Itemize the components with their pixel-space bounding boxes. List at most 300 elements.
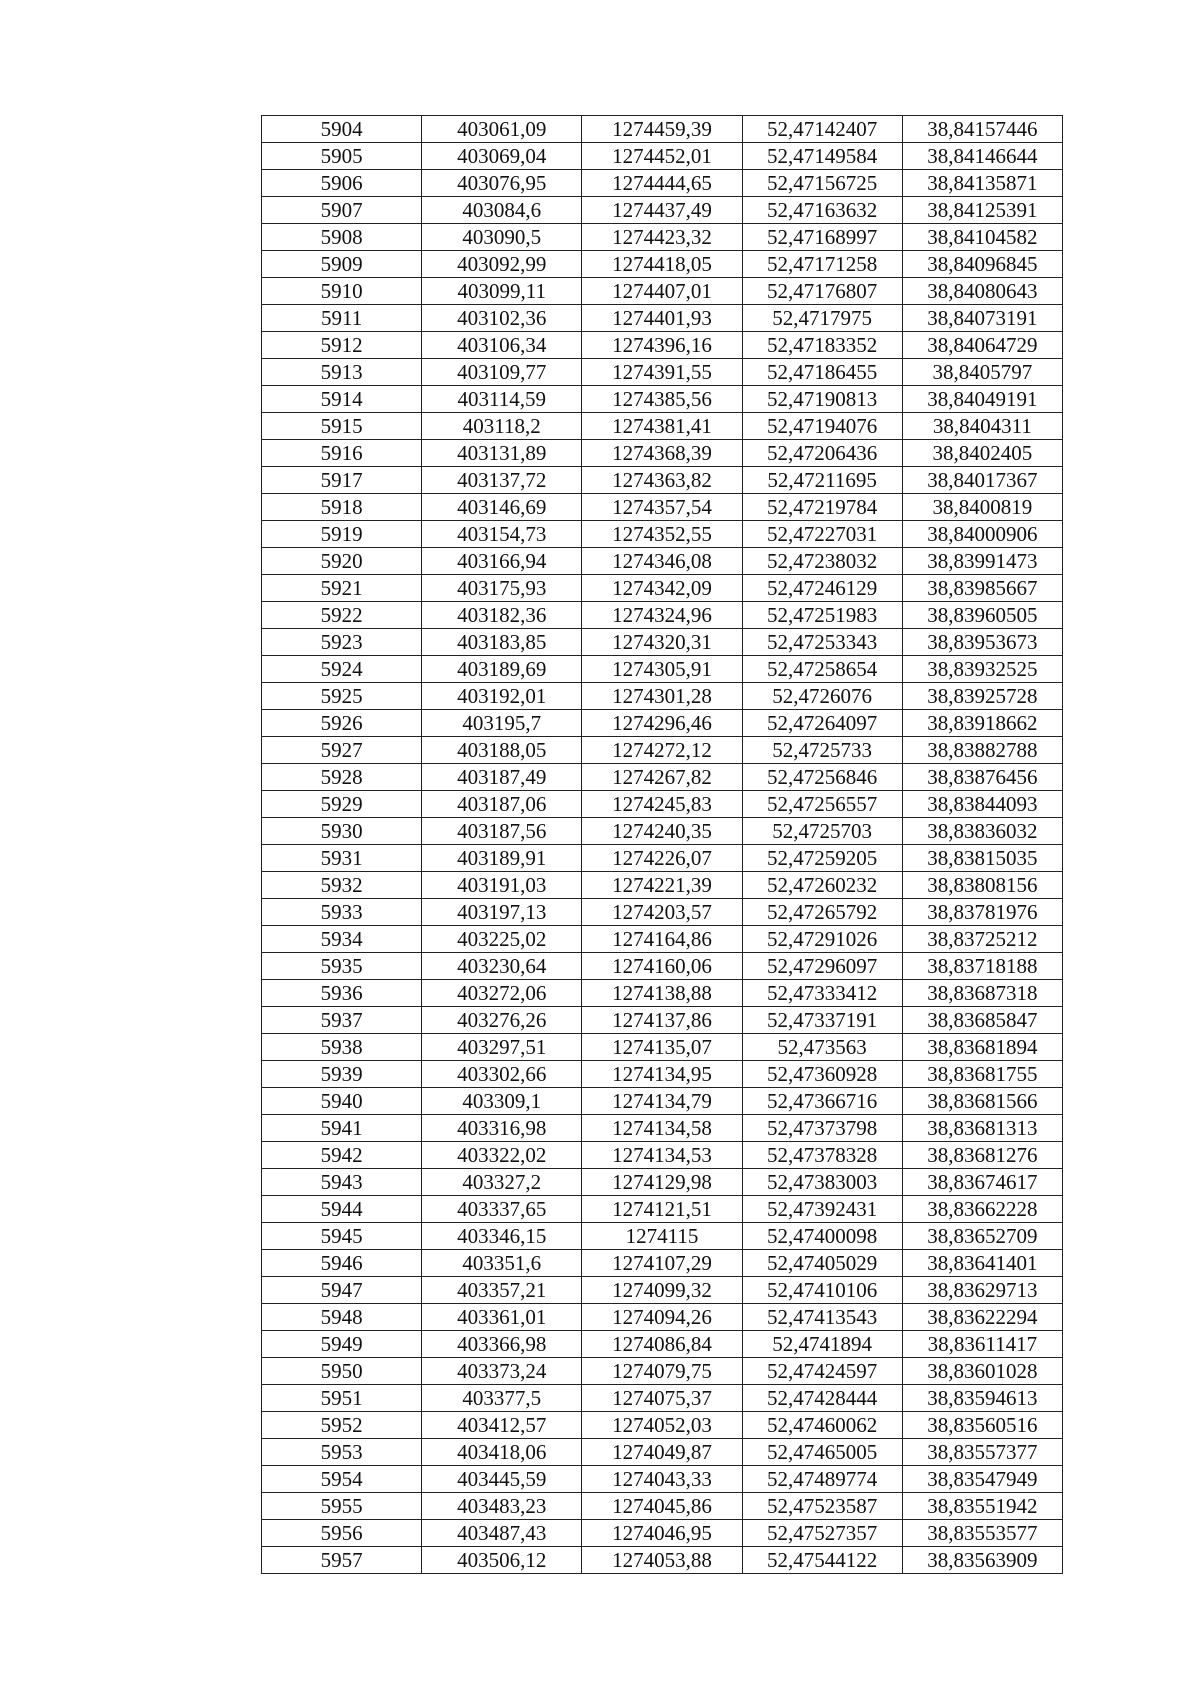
- longitude-cell: 38,83553577: [902, 1520, 1062, 1547]
- x-coordinate-cell: 403187,49: [422, 764, 582, 791]
- longitude-cell: 38,83560516: [902, 1412, 1062, 1439]
- y-coordinate-cell: 1274137,86: [582, 1007, 742, 1034]
- y-coordinate-cell: 1274418,05: [582, 251, 742, 278]
- point-number-cell: 5940: [262, 1088, 422, 1115]
- x-coordinate-cell: 403189,91: [422, 845, 582, 872]
- table-row: [262, 1250, 1063, 1277]
- longitude-cell: 38,83629713: [902, 1277, 1062, 1304]
- x-coordinate-cell: 403175,93: [422, 575, 582, 602]
- point-number-cell: 5921: [262, 575, 422, 602]
- longitude-cell: 38,83725212: [902, 926, 1062, 953]
- y-coordinate-cell: 1274121,51: [582, 1196, 742, 1223]
- y-coordinate-cell: 1274160,06: [582, 953, 742, 980]
- table-row: [262, 359, 1063, 386]
- latitude-cell: 52,47265792: [742, 899, 902, 926]
- x-coordinate-cell: 403276,26: [422, 1007, 582, 1034]
- latitude-cell: 52,47400098: [742, 1223, 902, 1250]
- latitude-cell: 52,47291026: [742, 926, 902, 953]
- longitude-cell: 38,84146644: [902, 143, 1062, 170]
- longitude-cell: 38,83985667: [902, 575, 1062, 602]
- table-row: [262, 1115, 1063, 1142]
- y-coordinate-cell: 1274115: [582, 1223, 742, 1250]
- latitude-cell: 52,47183352: [742, 332, 902, 359]
- y-coordinate-cell: 1274342,09: [582, 575, 742, 602]
- x-coordinate-cell: 403090,5: [422, 224, 582, 251]
- point-number-cell: 5914: [262, 386, 422, 413]
- y-coordinate-cell: 1274043,33: [582, 1466, 742, 1493]
- point-number-cell: 5916: [262, 440, 422, 467]
- y-coordinate-cell: 1274134,79: [582, 1088, 742, 1115]
- x-coordinate-cell: 403297,51: [422, 1034, 582, 1061]
- x-coordinate-cell: 403506,12: [422, 1547, 582, 1574]
- point-number-cell: 5922: [262, 602, 422, 629]
- x-coordinate-cell: 403272,06: [422, 980, 582, 1007]
- table-row: [262, 575, 1063, 602]
- longitude-cell: 38,83953673: [902, 629, 1062, 656]
- latitude-cell: 52,47465005: [742, 1439, 902, 1466]
- latitude-cell: 52,4726076: [742, 683, 902, 710]
- x-coordinate-cell: 403377,5: [422, 1385, 582, 1412]
- table-row: [262, 1088, 1063, 1115]
- y-coordinate-cell: 1274296,46: [582, 710, 742, 737]
- latitude-cell: 52,47523587: [742, 1493, 902, 1520]
- latitude-cell: 52,47251983: [742, 602, 902, 629]
- y-coordinate-cell: 1274324,96: [582, 602, 742, 629]
- latitude-cell: 52,4741894: [742, 1331, 902, 1358]
- x-coordinate-cell: 403192,01: [422, 683, 582, 710]
- longitude-cell: 38,84125391: [902, 197, 1062, 224]
- point-number-cell: 5930: [262, 818, 422, 845]
- table-row: [262, 872, 1063, 899]
- x-coordinate-cell: 403309,1: [422, 1088, 582, 1115]
- longitude-cell: 38,83641401: [902, 1250, 1062, 1277]
- table-row: [262, 1223, 1063, 1250]
- x-coordinate-cell: 403483,23: [422, 1493, 582, 1520]
- latitude-cell: 52,47149584: [742, 143, 902, 170]
- latitude-cell: 52,47194076: [742, 413, 902, 440]
- y-coordinate-cell: 1274267,82: [582, 764, 742, 791]
- longitude-cell: 38,83808156: [902, 872, 1062, 899]
- point-number-cell: 5925: [262, 683, 422, 710]
- y-coordinate-cell: 1274352,55: [582, 521, 742, 548]
- table-row: [262, 197, 1063, 224]
- table-row: [262, 305, 1063, 332]
- y-coordinate-cell: 1274305,91: [582, 656, 742, 683]
- latitude-cell: 52,47142407: [742, 116, 902, 143]
- table-row: [262, 629, 1063, 656]
- y-coordinate-cell: 1274240,35: [582, 818, 742, 845]
- point-number-cell: 5929: [262, 791, 422, 818]
- longitude-cell: 38,83652709: [902, 1223, 1062, 1250]
- x-coordinate-cell: 403346,15: [422, 1223, 582, 1250]
- point-number-cell: 5924: [262, 656, 422, 683]
- latitude-cell: 52,47527357: [742, 1520, 902, 1547]
- latitude-cell: 52,47489774: [742, 1466, 902, 1493]
- latitude-cell: 52,47211695: [742, 467, 902, 494]
- x-coordinate-cell: 403412,57: [422, 1412, 582, 1439]
- longitude-cell: 38,83681276: [902, 1142, 1062, 1169]
- latitude-cell: 52,47366716: [742, 1088, 902, 1115]
- y-coordinate-cell: 1274221,39: [582, 872, 742, 899]
- latitude-cell: 52,47424597: [742, 1358, 902, 1385]
- point-number-cell: 5943: [262, 1169, 422, 1196]
- latitude-cell: 52,47360928: [742, 1061, 902, 1088]
- point-number-cell: 5937: [262, 1007, 422, 1034]
- longitude-cell: 38,84080643: [902, 278, 1062, 305]
- point-number-cell: 5945: [262, 1223, 422, 1250]
- point-number-cell: 5938: [262, 1034, 422, 1061]
- point-number-cell: 5906: [262, 170, 422, 197]
- table-row: [262, 1331, 1063, 1358]
- coordinate-table-body: [262, 116, 1063, 1574]
- y-coordinate-cell: 1274046,95: [582, 1520, 742, 1547]
- x-coordinate-cell: 403302,66: [422, 1061, 582, 1088]
- y-coordinate-cell: 1274134,58: [582, 1115, 742, 1142]
- x-coordinate-cell: 403445,59: [422, 1466, 582, 1493]
- latitude-cell: 52,47264097: [742, 710, 902, 737]
- point-number-cell: 5954: [262, 1466, 422, 1493]
- point-number-cell: 5956: [262, 1520, 422, 1547]
- table-row: [262, 1304, 1063, 1331]
- latitude-cell: 52,47256846: [742, 764, 902, 791]
- table-row: [262, 926, 1063, 953]
- x-coordinate-cell: 403361,01: [422, 1304, 582, 1331]
- x-coordinate-cell: 403106,34: [422, 332, 582, 359]
- point-number-cell: 5953: [262, 1439, 422, 1466]
- y-coordinate-cell: 1274301,28: [582, 683, 742, 710]
- x-coordinate-cell: 403327,2: [422, 1169, 582, 1196]
- longitude-cell: 38,83551942: [902, 1493, 1062, 1520]
- point-number-cell: 5952: [262, 1412, 422, 1439]
- latitude-cell: 52,47259205: [742, 845, 902, 872]
- latitude-cell: 52,47238032: [742, 548, 902, 575]
- x-coordinate-cell: 403418,06: [422, 1439, 582, 1466]
- point-number-cell: 5905: [262, 143, 422, 170]
- point-number-cell: 5923: [262, 629, 422, 656]
- table-row: [262, 1358, 1063, 1385]
- y-coordinate-cell: 1274203,57: [582, 899, 742, 926]
- latitude-cell: 52,4725703: [742, 818, 902, 845]
- point-number-cell: 5928: [262, 764, 422, 791]
- table-row: [262, 1385, 1063, 1412]
- table-row: [262, 656, 1063, 683]
- x-coordinate-cell: 403373,24: [422, 1358, 582, 1385]
- x-coordinate-cell: 403187,06: [422, 791, 582, 818]
- point-number-cell: 5926: [262, 710, 422, 737]
- table-row: [262, 521, 1063, 548]
- longitude-cell: 38,83815035: [902, 845, 1062, 872]
- y-coordinate-cell: 1274245,83: [582, 791, 742, 818]
- table-row: [262, 1061, 1063, 1088]
- y-coordinate-cell: 1274407,01: [582, 278, 742, 305]
- point-number-cell: 5912: [262, 332, 422, 359]
- y-coordinate-cell: 1274320,31: [582, 629, 742, 656]
- x-coordinate-cell: 403188,05: [422, 737, 582, 764]
- point-number-cell: 5909: [262, 251, 422, 278]
- longitude-cell: 38,83685847: [902, 1007, 1062, 1034]
- x-coordinate-cell: 403183,85: [422, 629, 582, 656]
- longitude-cell: 38,83674617: [902, 1169, 1062, 1196]
- latitude-cell: 52,47428444: [742, 1385, 902, 1412]
- longitude-cell: 38,83882788: [902, 737, 1062, 764]
- y-coordinate-cell: 1274134,53: [582, 1142, 742, 1169]
- x-coordinate-cell: 403061,09: [422, 116, 582, 143]
- latitude-cell: 52,47373798: [742, 1115, 902, 1142]
- latitude-cell: 52,47333412: [742, 980, 902, 1007]
- x-coordinate-cell: 403191,03: [422, 872, 582, 899]
- latitude-cell: 52,47186455: [742, 359, 902, 386]
- latitude-cell: 52,47544122: [742, 1547, 902, 1574]
- table-row: [262, 278, 1063, 305]
- point-number-cell: 5936: [262, 980, 422, 1007]
- longitude-cell: 38,84135871: [902, 170, 1062, 197]
- y-coordinate-cell: 1274346,08: [582, 548, 742, 575]
- x-coordinate-cell: 403197,13: [422, 899, 582, 926]
- latitude-cell: 52,47176807: [742, 278, 902, 305]
- y-coordinate-cell: 1274135,07: [582, 1034, 742, 1061]
- y-coordinate-cell: 1274079,75: [582, 1358, 742, 1385]
- x-coordinate-cell: 403099,11: [422, 278, 582, 305]
- longitude-cell: 38,83622294: [902, 1304, 1062, 1331]
- point-number-cell: 5944: [262, 1196, 422, 1223]
- longitude-cell: 38,83601028: [902, 1358, 1062, 1385]
- x-coordinate-cell: 403092,99: [422, 251, 582, 278]
- latitude-cell: 52,47383003: [742, 1169, 902, 1196]
- table-row: [262, 980, 1063, 1007]
- y-coordinate-cell: 1274401,93: [582, 305, 742, 332]
- x-coordinate-cell: 403076,95: [422, 170, 582, 197]
- longitude-cell: 38,83918662: [902, 710, 1062, 737]
- longitude-cell: 38,84017367: [902, 467, 1062, 494]
- table-row: [262, 440, 1063, 467]
- table-row: [262, 332, 1063, 359]
- longitude-cell: 38,83662228: [902, 1196, 1062, 1223]
- x-coordinate-cell: 403189,69: [422, 656, 582, 683]
- latitude-cell: 52,473563: [742, 1034, 902, 1061]
- table-row: [262, 413, 1063, 440]
- table-row: [262, 224, 1063, 251]
- table-row: [262, 170, 1063, 197]
- table-row: [262, 845, 1063, 872]
- y-coordinate-cell: 1274391,55: [582, 359, 742, 386]
- longitude-cell: 38,83876456: [902, 764, 1062, 791]
- table-row: [262, 953, 1063, 980]
- latitude-cell: 52,47156725: [742, 170, 902, 197]
- y-coordinate-cell: 1274357,54: [582, 494, 742, 521]
- longitude-cell: 38,83925728: [902, 683, 1062, 710]
- y-coordinate-cell: 1274049,87: [582, 1439, 742, 1466]
- x-coordinate-cell: 403195,7: [422, 710, 582, 737]
- y-coordinate-cell: 1274226,07: [582, 845, 742, 872]
- y-coordinate-cell: 1274452,01: [582, 143, 742, 170]
- x-coordinate-cell: 403351,6: [422, 1250, 582, 1277]
- latitude-cell: 52,47392431: [742, 1196, 902, 1223]
- latitude-cell: 52,47206436: [742, 440, 902, 467]
- point-number-cell: 5920: [262, 548, 422, 575]
- latitude-cell: 52,47378328: [742, 1142, 902, 1169]
- table-row: [262, 467, 1063, 494]
- longitude-cell: 38,83687318: [902, 980, 1062, 1007]
- table-row: [262, 1169, 1063, 1196]
- y-coordinate-cell: 1274368,39: [582, 440, 742, 467]
- point-number-cell: 5908: [262, 224, 422, 251]
- table-row: [262, 899, 1063, 926]
- table-row: [262, 143, 1063, 170]
- table-row: [262, 1439, 1063, 1466]
- y-coordinate-cell: 1274052,03: [582, 1412, 742, 1439]
- longitude-cell: 38,83991473: [902, 548, 1062, 575]
- latitude-cell: 52,47253343: [742, 629, 902, 656]
- table-row: [262, 710, 1063, 737]
- longitude-cell: 38,84073191: [902, 305, 1062, 332]
- y-coordinate-cell: 1274094,26: [582, 1304, 742, 1331]
- x-coordinate-cell: 403118,2: [422, 413, 582, 440]
- longitude-cell: 38,83594613: [902, 1385, 1062, 1412]
- point-number-cell: 5957: [262, 1547, 422, 1574]
- x-coordinate-cell: 403154,73: [422, 521, 582, 548]
- longitude-cell: 38,83547949: [902, 1466, 1062, 1493]
- latitude-cell: 52,47413543: [742, 1304, 902, 1331]
- latitude-cell: 52,47410106: [742, 1277, 902, 1304]
- x-coordinate-cell: 403069,04: [422, 143, 582, 170]
- x-coordinate-cell: 403131,89: [422, 440, 582, 467]
- longitude-cell: 38,8400819: [902, 494, 1062, 521]
- longitude-cell: 38,84064729: [902, 332, 1062, 359]
- longitude-cell: 38,8402405: [902, 440, 1062, 467]
- table-row: [262, 818, 1063, 845]
- x-coordinate-cell: 403337,65: [422, 1196, 582, 1223]
- longitude-cell: 38,83836032: [902, 818, 1062, 845]
- latitude-cell: 52,47460062: [742, 1412, 902, 1439]
- latitude-cell: 52,47190813: [742, 386, 902, 413]
- latitude-cell: 52,47227031: [742, 521, 902, 548]
- longitude-cell: 38,84157446: [902, 116, 1062, 143]
- x-coordinate-cell: 403084,6: [422, 197, 582, 224]
- point-number-cell: 5942: [262, 1142, 422, 1169]
- table-row: [262, 737, 1063, 764]
- x-coordinate-cell: 403366,98: [422, 1331, 582, 1358]
- table-row: [262, 1466, 1063, 1493]
- table-row: [262, 683, 1063, 710]
- point-number-cell: 5904: [262, 116, 422, 143]
- point-number-cell: 5907: [262, 197, 422, 224]
- point-number-cell: 5910: [262, 278, 422, 305]
- x-coordinate-cell: 403146,69: [422, 494, 582, 521]
- table-row: [262, 1007, 1063, 1034]
- y-coordinate-cell: 1274053,88: [582, 1547, 742, 1574]
- y-coordinate-cell: 1274134,95: [582, 1061, 742, 1088]
- table-row: [262, 1493, 1063, 1520]
- point-number-cell: 5955: [262, 1493, 422, 1520]
- latitude-cell: 52,4725733: [742, 737, 902, 764]
- longitude-cell: 38,83611417: [902, 1331, 1062, 1358]
- longitude-cell: 38,83557377: [902, 1439, 1062, 1466]
- table-row: [262, 116, 1063, 143]
- y-coordinate-cell: 1274459,39: [582, 116, 742, 143]
- x-coordinate-cell: 403102,36: [422, 305, 582, 332]
- point-number-cell: 5941: [262, 1115, 422, 1142]
- latitude-cell: 52,47256557: [742, 791, 902, 818]
- x-coordinate-cell: 403487,43: [422, 1520, 582, 1547]
- x-coordinate-cell: 403225,02: [422, 926, 582, 953]
- longitude-cell: 38,83932525: [902, 656, 1062, 683]
- y-coordinate-cell: 1274381,41: [582, 413, 742, 440]
- latitude-cell: 52,47168997: [742, 224, 902, 251]
- y-coordinate-cell: 1274045,86: [582, 1493, 742, 1520]
- x-coordinate-cell: 403182,36: [422, 602, 582, 629]
- longitude-cell: 38,84096845: [902, 251, 1062, 278]
- coordinate-table: [261, 115, 1063, 1574]
- point-number-cell: 5946: [262, 1250, 422, 1277]
- longitude-cell: 38,84104582: [902, 224, 1062, 251]
- table-row: [262, 764, 1063, 791]
- point-number-cell: 5911: [262, 305, 422, 332]
- table-row: [262, 791, 1063, 818]
- point-number-cell: 5933: [262, 899, 422, 926]
- latitude-cell: 52,47246129: [742, 575, 902, 602]
- longitude-cell: 38,83563909: [902, 1547, 1062, 1574]
- latitude-cell: 52,47171258: [742, 251, 902, 278]
- point-number-cell: 5949: [262, 1331, 422, 1358]
- x-coordinate-cell: 403230,64: [422, 953, 582, 980]
- x-coordinate-cell: 403357,21: [422, 1277, 582, 1304]
- table-row: [262, 1142, 1063, 1169]
- table-row: [262, 494, 1063, 521]
- y-coordinate-cell: 1274396,16: [582, 332, 742, 359]
- longitude-cell: 38,8405797: [902, 359, 1062, 386]
- latitude-cell: 52,47219784: [742, 494, 902, 521]
- point-number-cell: 5932: [262, 872, 422, 899]
- y-coordinate-cell: 1274444,65: [582, 170, 742, 197]
- table-row: [262, 1196, 1063, 1223]
- y-coordinate-cell: 1274437,49: [582, 197, 742, 224]
- table-row: [262, 602, 1063, 629]
- x-coordinate-cell: 403316,98: [422, 1115, 582, 1142]
- table-row: [262, 1412, 1063, 1439]
- point-number-cell: 5935: [262, 953, 422, 980]
- longitude-cell: 38,83681313: [902, 1115, 1062, 1142]
- y-coordinate-cell: 1274272,12: [582, 737, 742, 764]
- latitude-cell: 52,47296097: [742, 953, 902, 980]
- point-number-cell: 5951: [262, 1385, 422, 1412]
- point-number-cell: 5947: [262, 1277, 422, 1304]
- point-number-cell: 5950: [262, 1358, 422, 1385]
- table-row: [262, 548, 1063, 575]
- longitude-cell: 38,83681566: [902, 1088, 1062, 1115]
- point-number-cell: 5927: [262, 737, 422, 764]
- longitude-cell: 38,83718188: [902, 953, 1062, 980]
- x-coordinate-cell: 403109,77: [422, 359, 582, 386]
- latitude-cell: 52,4717975: [742, 305, 902, 332]
- y-coordinate-cell: 1274423,32: [582, 224, 742, 251]
- longitude-cell: 38,83681894: [902, 1034, 1062, 1061]
- longitude-cell: 38,83960505: [902, 602, 1062, 629]
- y-coordinate-cell: 1274385,56: [582, 386, 742, 413]
- x-coordinate-cell: 403187,56: [422, 818, 582, 845]
- point-number-cell: 5931: [262, 845, 422, 872]
- table-row: [262, 1277, 1063, 1304]
- x-coordinate-cell: 403114,59: [422, 386, 582, 413]
- longitude-cell: 38,83681755: [902, 1061, 1062, 1088]
- point-number-cell: 5939: [262, 1061, 422, 1088]
- y-coordinate-cell: 1274075,37: [582, 1385, 742, 1412]
- point-number-cell: 5918: [262, 494, 422, 521]
- x-coordinate-cell: 403322,02: [422, 1142, 582, 1169]
- point-number-cell: 5934: [262, 926, 422, 953]
- y-coordinate-cell: 1274129,98: [582, 1169, 742, 1196]
- longitude-cell: 38,83781976: [902, 899, 1062, 926]
- y-coordinate-cell: 1274138,88: [582, 980, 742, 1007]
